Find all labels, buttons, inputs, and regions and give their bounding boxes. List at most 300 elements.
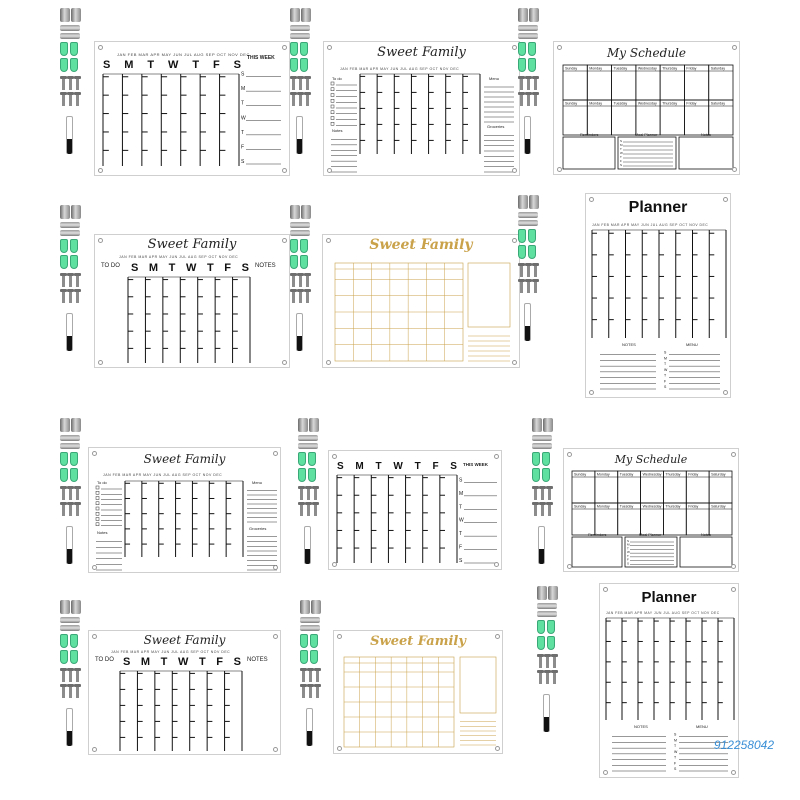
wall-anchor <box>298 468 306 482</box>
mount-hole <box>326 238 331 243</box>
cell-text: T <box>620 147 622 151</box>
screw <box>69 275 72 287</box>
wall-anchor <box>518 58 526 72</box>
wall-anchor <box>60 650 68 664</box>
mount-hole <box>337 634 342 639</box>
screw <box>299 78 302 90</box>
dry-erase-marker <box>296 116 303 154</box>
calendar-grid <box>125 481 243 557</box>
mount-hole <box>557 167 562 172</box>
day-label: W <box>177 656 189 668</box>
day-label: S <box>131 262 139 274</box>
calendar-grid <box>360 74 480 154</box>
wall-anchor <box>308 452 316 466</box>
menu-lines <box>484 82 514 122</box>
week-row-bottom <box>563 100 733 135</box>
my-schedule-board-b <box>563 448 739 572</box>
day-label: F <box>212 59 220 71</box>
cell-text: S <box>674 732 677 737</box>
notes-label: NOTES <box>622 342 636 347</box>
dry-erase-marker <box>296 313 303 351</box>
standoff-stud <box>60 443 80 449</box>
screw <box>527 78 530 90</box>
cell-text: F <box>674 761 677 766</box>
screw <box>62 78 65 90</box>
day-label: S <box>233 59 241 71</box>
board-title: Sweet Family <box>147 237 237 252</box>
cell-text: Thursday <box>665 504 681 509</box>
mount-hole <box>273 451 278 456</box>
cell-text: Thursday <box>665 472 681 477</box>
gold-side-panel <box>468 263 510 327</box>
mount-hole <box>98 238 103 243</box>
mount-hole <box>589 197 594 202</box>
day-label: S <box>241 262 249 274</box>
standoff-stud <box>60 25 80 31</box>
week-row-bottom <box>572 503 732 535</box>
screw <box>553 656 556 668</box>
cell-box <box>331 82 334 85</box>
mount-hole <box>92 634 97 639</box>
wall-anchor <box>60 58 68 72</box>
screw <box>69 670 72 682</box>
sweet-family-board-c <box>88 447 281 573</box>
day-label: M <box>148 262 159 274</box>
standoff-stud <box>290 222 310 228</box>
cell-text: Monday <box>589 101 603 106</box>
dry-erase-marker <box>66 313 73 351</box>
cell-text: S <box>620 139 623 143</box>
week-row-top <box>572 471 732 503</box>
mount-hole <box>589 390 594 395</box>
mount-hole <box>98 45 103 50</box>
week-row-top <box>563 65 733 100</box>
board-title: Sweet Family <box>143 633 226 647</box>
cell-box <box>96 512 99 515</box>
standoff-cap <box>60 8 70 22</box>
standoff-cap <box>71 418 81 432</box>
cell-box <box>331 105 334 108</box>
day-label: T <box>375 461 382 472</box>
standoff-stud <box>518 33 538 39</box>
wall-anchor <box>70 58 78 72</box>
cell-box <box>331 117 334 120</box>
cell-text: S <box>241 159 245 165</box>
screw <box>527 281 530 293</box>
day-label: T <box>198 656 206 668</box>
mount-hole <box>603 587 608 592</box>
screw <box>309 670 312 682</box>
cell-box <box>563 137 615 169</box>
day-label: W <box>168 59 179 71</box>
cell-box <box>680 537 732 567</box>
mount-hole <box>731 770 736 775</box>
wall-anchor <box>300 239 308 253</box>
notes-label: NOTES <box>255 263 276 269</box>
notes-lines <box>600 349 656 389</box>
cell-text: W <box>674 749 678 754</box>
menu-label: Menu <box>252 480 263 485</box>
cell-text: Reminders <box>580 133 599 137</box>
calendar-grid <box>120 671 242 751</box>
mount-hole <box>282 45 287 50</box>
wall-anchor <box>290 255 298 269</box>
cell-box <box>460 657 496 713</box>
todo-label: To do <box>332 76 342 81</box>
cell-box <box>96 486 99 489</box>
screw <box>307 504 310 516</box>
wall-anchor <box>518 245 526 259</box>
cell-text: M <box>627 542 630 547</box>
day-label: S <box>337 461 344 472</box>
screw <box>299 94 302 106</box>
cell-text: M <box>620 143 623 147</box>
board-title: My Schedule <box>606 46 686 60</box>
my-schedule-board-a <box>553 41 740 175</box>
sweet-family-gold-board-b <box>333 630 503 754</box>
cell-text: Tuesday <box>613 66 628 71</box>
cell-text: Friday <box>686 101 697 106</box>
screw <box>553 672 556 684</box>
dry-erase-marker <box>66 708 73 746</box>
wall-anchor <box>547 636 555 650</box>
accessory-kit-7 <box>58 418 90 578</box>
screw <box>69 94 72 106</box>
notes-label: Notes <box>332 128 343 133</box>
screw <box>62 275 65 287</box>
board-title: Sweet Family <box>370 634 466 649</box>
gold-side-lines <box>468 331 510 361</box>
mount-hole <box>332 562 337 567</box>
screw <box>69 291 72 303</box>
screw <box>69 504 72 516</box>
reminders-box <box>572 533 622 567</box>
screw <box>309 686 312 698</box>
mount-hole <box>494 562 499 567</box>
sweet-family-board-b <box>94 234 290 368</box>
cell-box <box>96 507 99 510</box>
calendar-grid <box>103 74 239 166</box>
sweet-family-gold-board-a <box>322 234 520 368</box>
standoff-stud <box>60 33 80 39</box>
wall-anchor <box>547 620 555 634</box>
wall-anchor <box>60 239 68 253</box>
standoff-stud <box>60 617 80 623</box>
cell-text: Tuesday <box>613 101 628 106</box>
cell-text: Meal Planner <box>635 133 658 137</box>
wall-anchor <box>290 58 298 72</box>
standoff-stud <box>532 435 552 441</box>
wall-anchor <box>60 634 68 648</box>
day-label: F <box>224 262 231 274</box>
cell-text: T <box>241 129 245 136</box>
standoff-cap <box>529 195 539 209</box>
standoff-cap <box>518 8 528 22</box>
month-strip: JAN FEB MAR APR MAY JUN JUL AUG SEP OCT NOV DEC <box>117 52 250 57</box>
day-label: S <box>450 461 457 472</box>
mount-hole <box>327 45 332 50</box>
cell-text: T <box>627 546 629 551</box>
cell-text: Saturday <box>710 66 726 71</box>
cell-text: W <box>620 151 623 155</box>
standoff-cap <box>548 586 558 600</box>
dry-erase-marker <box>66 116 73 154</box>
wall-anchor <box>60 452 68 466</box>
standoff-stud <box>300 617 320 623</box>
standoff-cap <box>532 418 542 432</box>
weekly-board-a <box>94 41 290 176</box>
mount-hole <box>731 452 736 457</box>
mount-hole <box>337 746 342 751</box>
wall-anchor <box>70 452 78 466</box>
wall-anchor <box>60 255 68 269</box>
menu-lines <box>247 486 277 522</box>
notes-lines <box>96 536 122 570</box>
todo-label: TO DO <box>101 263 120 269</box>
board-title: Sweet Family <box>369 237 473 253</box>
screw <box>76 291 79 303</box>
cell-box <box>331 94 334 97</box>
day-label: F <box>216 656 223 668</box>
screw <box>527 94 530 106</box>
screw <box>307 488 310 500</box>
cell-box <box>96 518 99 521</box>
calendar-grid <box>128 277 250 363</box>
mount-hole <box>512 360 517 365</box>
cell-text: Notes <box>701 133 711 137</box>
gold-side-lines <box>460 717 496 745</box>
day-label: W <box>393 461 403 472</box>
screw <box>527 265 530 277</box>
screw <box>76 94 79 106</box>
cell-text: S <box>627 539 630 543</box>
screw <box>62 291 65 303</box>
accessory-kit-8 <box>296 418 328 578</box>
screw <box>302 686 305 698</box>
mount-hole <box>327 168 332 173</box>
cell-text: Meal Planner <box>639 533 662 537</box>
screw <box>534 488 537 500</box>
standoff-stud <box>60 625 80 631</box>
cell-text: Saturday <box>710 101 726 106</box>
wall-anchor <box>308 468 316 482</box>
mount-hole <box>98 168 103 173</box>
cell-text: Monday <box>596 504 610 509</box>
screw <box>302 670 305 682</box>
mount-hole <box>723 197 728 202</box>
cell-text: Sunday <box>565 66 578 71</box>
screw <box>292 291 295 303</box>
screw <box>292 78 295 90</box>
screw <box>539 656 542 668</box>
mount-hole <box>92 565 97 570</box>
calendar-grid <box>337 475 457 563</box>
screw <box>520 78 523 90</box>
screw <box>69 686 72 698</box>
planner-grid <box>592 230 726 338</box>
cell-text: W <box>627 550 630 555</box>
cell-text: T <box>664 362 667 367</box>
planner-grid <box>606 618 734 720</box>
cell-text: S <box>674 767 677 771</box>
cell-text: F <box>241 144 245 151</box>
cell-text: Thursday <box>662 101 678 106</box>
standoff-cap <box>301 8 311 22</box>
mount-hole <box>282 168 287 173</box>
wall-anchor <box>300 255 308 269</box>
notes-label: NOTES <box>247 657 268 663</box>
wall-anchor <box>290 42 298 56</box>
wall-anchor <box>70 468 78 482</box>
screw <box>76 686 79 698</box>
accessory-kit-1 <box>58 8 90 168</box>
cell-box <box>96 523 99 526</box>
screw <box>306 275 309 287</box>
meal-planner-box <box>625 533 677 567</box>
screw <box>62 686 65 698</box>
screw <box>534 504 537 516</box>
meal-planner-box <box>618 133 676 169</box>
mount-hole <box>567 564 572 569</box>
day-label: T <box>160 656 168 668</box>
todo-label: TO DO <box>95 657 114 663</box>
day-label: T <box>192 59 200 71</box>
screw <box>76 275 79 287</box>
standoff-cap <box>290 205 300 219</box>
groceries-lines <box>484 130 514 172</box>
wall-anchor <box>528 42 536 56</box>
standoff-cap <box>543 418 553 432</box>
standoff-cap <box>301 205 311 219</box>
mount-hole <box>326 360 331 365</box>
day-label: F <box>432 461 439 472</box>
cell-text: Friday <box>688 504 699 509</box>
standoff-cap <box>518 195 528 209</box>
standoff-stud <box>518 212 538 218</box>
menu-label: Menu <box>489 76 500 81</box>
mount-hole <box>273 565 278 570</box>
menu-label: MENU <box>686 342 698 347</box>
standoff-cap <box>309 418 319 432</box>
mount-hole <box>98 360 103 365</box>
screw <box>69 78 72 90</box>
cell-text: Saturday <box>711 504 726 509</box>
screw <box>534 78 537 90</box>
watermark-text: 912258042 <box>713 738 774 752</box>
sweet-family-board-d <box>88 630 281 755</box>
day-label: M <box>124 59 134 71</box>
day-label: T <box>414 461 421 472</box>
groceries-label: Groceries <box>249 526 267 531</box>
todo-checklist <box>96 486 122 528</box>
standoff-cap <box>60 418 70 432</box>
cell-text: Wednesday <box>642 472 662 477</box>
board-title: Sweet Family <box>377 45 466 60</box>
screw <box>76 78 79 90</box>
screw <box>541 504 544 516</box>
screw <box>539 672 542 684</box>
screw <box>62 94 65 106</box>
screw <box>76 670 79 682</box>
menu-lines <box>664 349 720 389</box>
accessory-kit-10 <box>58 600 90 760</box>
todo-label: To do <box>97 480 107 485</box>
cell-text: T <box>459 504 463 511</box>
mount-hole <box>282 238 287 243</box>
screw <box>62 488 65 500</box>
groceries-lines <box>247 532 277 570</box>
screw <box>62 670 65 682</box>
cell-box <box>96 502 99 505</box>
screw <box>314 504 317 516</box>
screw <box>546 656 549 668</box>
dry-erase-marker <box>543 694 550 732</box>
screw <box>548 504 551 516</box>
cell-box <box>96 491 99 494</box>
mount-hole <box>495 634 500 639</box>
cell-text: T <box>241 100 245 107</box>
mount-hole <box>723 390 728 395</box>
cell-text: Sunday <box>574 504 587 509</box>
cell-text: W <box>459 517 464 524</box>
cell-text: S <box>664 350 667 355</box>
screw <box>548 488 551 500</box>
screw <box>299 291 302 303</box>
screw <box>316 686 319 698</box>
wall-anchor <box>537 620 545 634</box>
day-label: M <box>140 656 151 668</box>
todo-checklist <box>331 82 357 128</box>
cell-text: Tuesday <box>619 472 634 477</box>
month-strip: JAN FEB MAR APR MAY JUN JUL AUG SEP OCT NOV DEC <box>340 67 460 71</box>
mount-hole <box>494 454 499 459</box>
cell-text: M <box>674 738 677 743</box>
screw <box>546 672 549 684</box>
wall-anchor <box>528 229 536 243</box>
cell-text: S <box>664 385 667 389</box>
cell-text: Notes <box>701 533 711 537</box>
accessory-kit-12 <box>535 586 567 746</box>
cell-text: Wednesday <box>637 66 657 71</box>
cell-text: F <box>664 379 667 384</box>
weekday-header <box>337 461 457 472</box>
mount-hole <box>332 454 337 459</box>
cell-text: S <box>627 561 630 566</box>
mount-hole <box>92 747 97 752</box>
month-strip: JAN FEB MAR APR MAY JUN JUL AUG SEP OCT NOV DEC <box>592 223 709 227</box>
dry-erase-marker <box>538 526 545 564</box>
cell-text: T <box>674 755 677 760</box>
cell-text: Tuesday <box>619 504 634 509</box>
screw <box>292 94 295 106</box>
month-strip: JAN FEB MAR APR MAY JUN JUL AUG SEP OCT NOV DEC <box>111 650 231 654</box>
dry-erase-marker <box>524 303 531 341</box>
standoff-stud <box>290 25 310 31</box>
standoff-cap <box>60 205 70 219</box>
wall-anchor <box>537 636 545 650</box>
notes-label: NOTES <box>634 724 648 729</box>
wall-anchor <box>532 452 540 466</box>
cell-text: Friday <box>686 66 697 71</box>
cell-text: F <box>459 544 463 551</box>
standoff-cap <box>300 600 310 614</box>
cell-text: Sunday <box>565 101 578 106</box>
screw <box>300 488 303 500</box>
accessory-kit-11 <box>298 600 330 760</box>
month-strip: JAN FEB MAR APR MAY JUN JUL AUG SEP OCT NOV DEC <box>119 255 239 259</box>
month-strip: JAN FEB MAR APR MAY JUN JUL AUG SEP OCT NOV DEC <box>103 473 223 477</box>
screw <box>316 670 319 682</box>
